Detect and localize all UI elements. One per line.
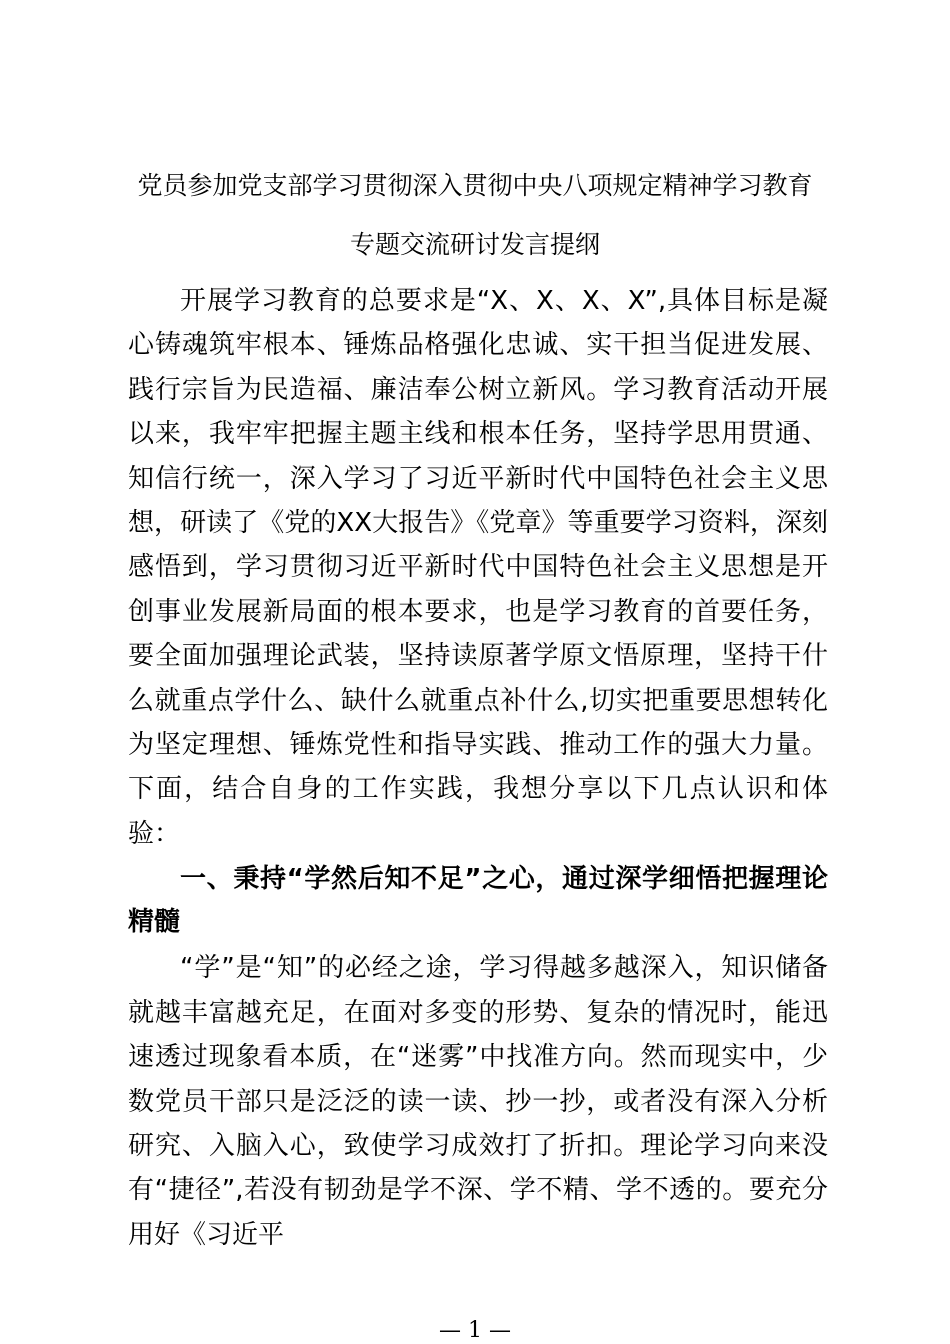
intro-paragraph: 开展学习教育的总要求是“X、X、X、X”,具体目标是凝心铸魂筑牢根本、锤炼品格强化忠诚、实干担当促进发展、践行宗旨为民造福、廉洁奉公树立新风。学习教育活动开展以来，我牢牢把握主题主线和根本任务，坚持学思用贯通、知信行统一，深入学习了习近平新时代中国特色社会主义思想，研读了《党的XX大报告》《党章》等重要学习资料，深刻感悟到，学习贯彻习近平新时代中国特色社会主义思想是开创事业发展新局面的根本要求，也是学习教育的首要任务，要全面加强理论武装，坚持读原著学原文悟原理，坚持干什么就重点学什么、缺什么就重点补什么,切实把重要思想转化为坚定理想、锤炼党性和指导实践、推动工作的强大力量。下面，结合自身的工作实践，我想分享以下几点认识和体验：	[128, 286, 828, 849]
document-title-line-1: 党员参加党支部学习贯彻深入贯彻中央八项规定精神学习教育	[137, 171, 813, 200]
section-heading-1: 一、秉持“学然后知不足”之心，通过深学细悟把握理论精髓	[128, 864, 828, 938]
document-title-line-2: 专题交流研讨发言提纲	[349, 230, 600, 259]
page-number: — 1 —	[439, 1318, 511, 1343]
section-1-paragraph: “学”是“知”的必经之途，学习得越多越深入，知识储备就越丰富越充足，在面对多变的形势、复杂的情况时，能迅速透过现象看本质，在“迷雾”中找准方向。然而现实中，少数党员干部只是泛泛的读一读、抄一抄，或者没有深入分析研究、入脑入心，致使学习成效打了折扣。理论学习向来没有“捷径”,若没有韧劲是学不深、学不精、学不透的。要充分用好《习近平	[128, 953, 828, 1250]
document-body	[128, 279, 828, 1257]
